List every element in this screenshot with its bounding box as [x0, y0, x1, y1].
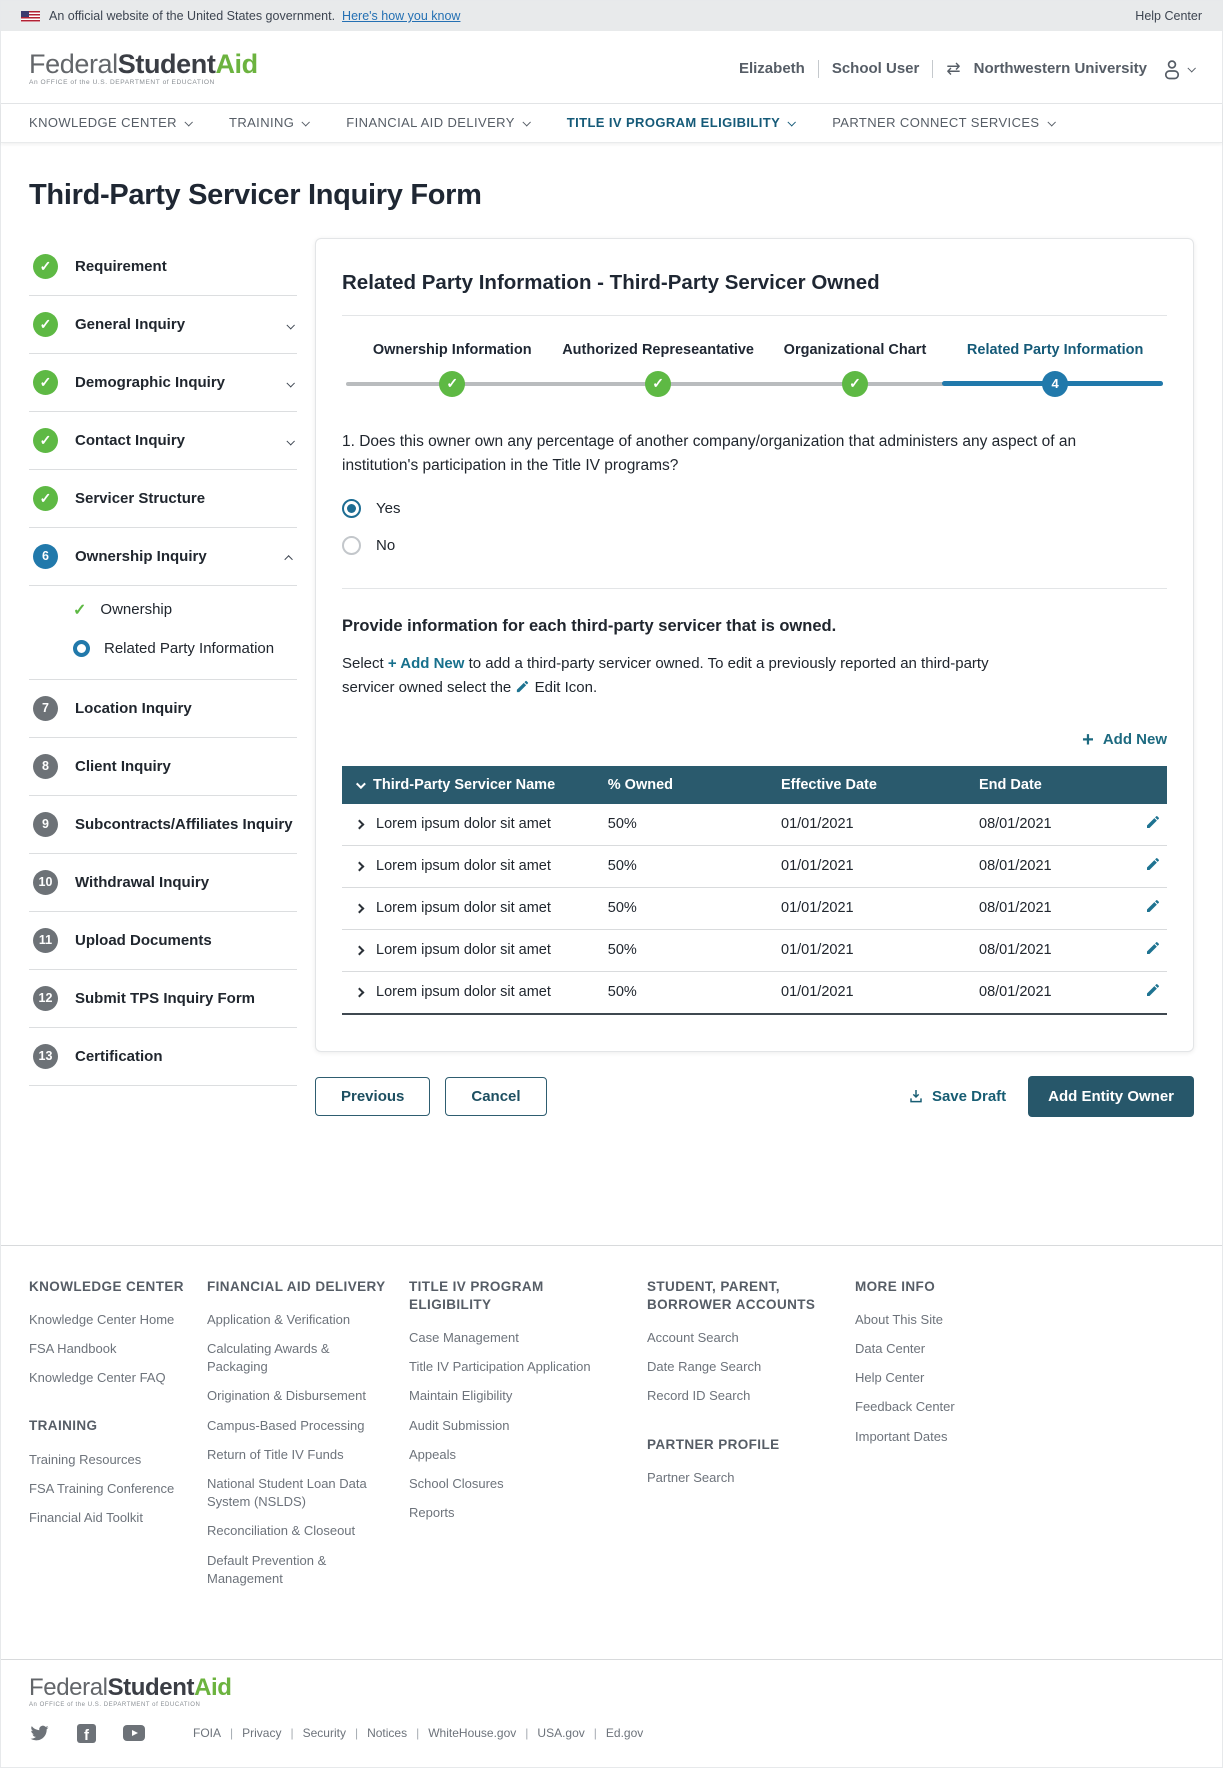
- legal-link-whitehouse[interactable]: WhiteHouse.gov: [428, 1726, 517, 1741]
- sidebar-item-servicer-structure[interactable]: ✓ Servicer Structure: [29, 470, 297, 528]
- footer-link[interactable]: Return of Title IV Funds: [207, 1446, 344, 1462]
- form-step-sidebar: [29, 238, 297, 1086]
- footer-link[interactable]: About This Site: [855, 1311, 943, 1327]
- check-circle-icon: ✓: [33, 428, 58, 453]
- legal-link-edgov[interactable]: Ed.gov: [605, 1726, 644, 1741]
- save-draft-button[interactable]: Save Draft: [908, 1088, 1006, 1105]
- nav-financial-aid-delivery[interactable]: FINANCIAL AID DELIVERY: [346, 115, 528, 130]
- add-new-inline-link[interactable]: + Add New: [387, 654, 465, 672]
- step-label-ownership-information[interactable]: Ownership Information: [372, 341, 532, 358]
- site-header: [1, 31, 1222, 103]
- footer-link[interactable]: Default Prevention & Management: [207, 1552, 327, 1586]
- chevron-down-icon: [286, 437, 294, 445]
- nav-knowledge-center[interactable]: KNOWLEDGE CENTER: [29, 115, 191, 130]
- check-circle-icon: ✓: [33, 254, 58, 279]
- col-header-effective-date[interactable]: Effective Date: [771, 766, 969, 804]
- footer-link[interactable]: Record ID Search: [647, 1388, 751, 1404]
- heres-how-you-know-link[interactable]: Here's how you know: [342, 9, 461, 23]
- footer-heading: MORE INFO: [855, 1278, 936, 1294]
- sidebar-item-client-inquiry[interactable]: 8 Client Inquiry: [29, 738, 297, 796]
- sidebar-item-general-inquiry[interactable]: ✓ General Inquiry: [29, 296, 297, 354]
- footer-link[interactable]: Partner Search: [647, 1469, 735, 1485]
- add-entity-owner-button[interactable]: Add Entity Owner: [1028, 1076, 1194, 1117]
- expand-row-chevron-icon[interactable]: [355, 987, 365, 997]
- chevron-down-icon: [788, 118, 796, 126]
- page-title: Third-Party Servicer Inquiry Form: [29, 178, 482, 211]
- plus-icon: +: [1082, 728, 1094, 751]
- card-title: Related Party Information - Third-Party Servicer Owned: [342, 270, 880, 294]
- footer-col-knowledge-center: [29, 1278, 207, 1599]
- step-number-badge[interactable]: 4: [1042, 371, 1068, 397]
- footer-link[interactable]: Knowledge Center FAQ: [29, 1370, 166, 1386]
- table-row: Lorem ipsum dolor sit amet 50% 01/01/2021 08/01/2021: [342, 804, 1167, 846]
- footer-link[interactable]: Important Dates: [855, 1428, 948, 1444]
- user-role: School User: [831, 60, 920, 78]
- sidebar-item-withdrawal-inquiry[interactable]: 10 Withdrawal Inquiry: [29, 854, 297, 912]
- divider: [342, 315, 1167, 316]
- footer-link[interactable]: Appeals: [409, 1446, 456, 1462]
- footer-heading: KNOWLEDGE CENTER: [29, 1278, 184, 1294]
- table-row: Lorem ipsum dolor sit amet 50% 01/01/2021 08/01/2021: [342, 971, 1167, 1014]
- expand-row-chevron-icon[interactable]: [355, 903, 365, 913]
- nav-training[interactable]: TRAINING: [229, 115, 308, 130]
- nav-partner-connect-services[interactable]: PARTNER CONNECT SERVICES: [832, 115, 1053, 130]
- youtube-icon[interactable]: [123, 1725, 145, 1741]
- divider: [342, 588, 1167, 589]
- legal-link-security[interactable]: Security: [302, 1726, 346, 1741]
- table-row: Lorem ipsum dolor sit amet 50% 01/01/2021 08/01/2021: [342, 887, 1167, 929]
- col-header-percent-owned[interactable]: % Owned: [598, 766, 771, 804]
- edit-row-button[interactable]: [1145, 814, 1161, 830]
- sidebar-item-submit-tps-inquiry-form[interactable]: 12 Submit TPS Inquiry Form: [29, 970, 297, 1028]
- gov-banner: [1, 1, 1222, 31]
- ownership-inquiry-subitems: [29, 586, 297, 680]
- check-icon: ✓: [73, 601, 87, 619]
- us-flag-icon: [21, 11, 40, 22]
- content-area: [1, 238, 1222, 1187]
- expand-row-chevron-icon[interactable]: [355, 945, 365, 955]
- footer-col-more-info: [855, 1278, 1194, 1599]
- edit-pencil-icon: [1145, 814, 1161, 830]
- chevron-down-icon: [522, 118, 530, 126]
- chevron-down-icon: [184, 118, 192, 126]
- col-header-actions: [1118, 766, 1168, 804]
- footer-link[interactable]: Application & Verification: [207, 1311, 351, 1327]
- footer-link[interactable]: Case Management: [409, 1330, 519, 1346]
- legal-link-foia[interactable]: FOIA: [193, 1726, 222, 1741]
- footer-col-title-iv: [409, 1278, 647, 1599]
- facebook-icon[interactable]: [77, 1724, 96, 1743]
- logo-student: Student: [117, 49, 216, 79]
- radio-option-yes[interactable]: Yes: [342, 490, 1167, 527]
- chevron-down-icon: [1047, 118, 1055, 126]
- expand-row-chevron-icon[interactable]: [355, 861, 365, 871]
- nav-title-iv-program-eligibility[interactable]: TITLE IV PROGRAM ELIGIBILITY: [567, 115, 794, 130]
- owned-servicers-table: [342, 766, 1167, 1015]
- footer-link[interactable]: Title IV Participation Application: [409, 1359, 591, 1375]
- footer-col-student-parent-borrower: [647, 1278, 855, 1599]
- sidebar-item-ownership-inquiry[interactable]: 6 Ownership Inquiry: [29, 528, 297, 586]
- footer-link[interactable]: Reports: [409, 1505, 455, 1521]
- step-check-icon[interactable]: ✓: [842, 371, 868, 397]
- edit-pencil-icon: [1145, 898, 1161, 914]
- previous-button[interactable]: Previous: [315, 1077, 430, 1116]
- footer-link[interactable]: Financial Aid Toolkit: [29, 1510, 143, 1525]
- footer-col-financial-aid-delivery: [207, 1278, 409, 1599]
- legal-links: FOIA | Privacy | Security | Notices | WhiteHouse.gov | USA.gov | Ed.gov: [193, 1726, 644, 1741]
- step-number-badge: 12: [33, 986, 58, 1011]
- footer-heading: FINANCIAL AID DELIVERY: [207, 1278, 386, 1294]
- step-number-badge: 7: [33, 696, 58, 721]
- progress-stepper: [346, 340, 1163, 406]
- provide-info-heading: Provide information for each third-party servicer that is owned.: [342, 616, 837, 635]
- sidebar-item-upload-documents[interactable]: 11 Upload Documents: [29, 912, 297, 970]
- sort-chevron-icon[interactable]: [356, 779, 366, 789]
- sidebar-item-requirement[interactable]: ✓ Requirement: [29, 238, 297, 296]
- sidebar-subitem-ownership[interactable]: ✓ Ownership: [73, 601, 173, 619]
- legal-link-privacy[interactable]: Privacy: [242, 1726, 282, 1741]
- active-step-dot-icon: [73, 640, 90, 657]
- table-row: Lorem ipsum dolor sit amet 50% 01/01/2021 08/01/2021: [342, 929, 1167, 971]
- chevron-down-icon: [302, 118, 310, 126]
- social-icons: [29, 1724, 145, 1743]
- step-label-organizational-chart[interactable]: Organizational Chart: [783, 341, 927, 358]
- col-header-end-date[interactable]: End Date: [969, 766, 1118, 804]
- radio-option-no[interactable]: No: [342, 527, 1167, 564]
- check-circle-icon: ✓: [33, 312, 58, 337]
- edit-row-button[interactable]: [1145, 940, 1161, 956]
- step-number-badge: 11: [33, 928, 58, 953]
- user-name: Elizabeth: [738, 60, 805, 78]
- footer-link[interactable]: Calculating Awards & Packaging: [207, 1341, 330, 1375]
- step-number-badge: 13: [33, 1044, 58, 1069]
- cancel-button[interactable]: Cancel: [445, 1077, 546, 1116]
- site-footer: [1, 1245, 1222, 1659]
- expand-row-chevron-icon[interactable]: [355, 819, 365, 829]
- step-number-badge: 8: [33, 754, 58, 779]
- step-number-badge: 10: [33, 870, 58, 895]
- footer-link[interactable]: Date Range Search: [647, 1359, 762, 1375]
- chevron-down-icon: [286, 379, 294, 387]
- divider: [932, 60, 933, 78]
- fsa-logo-footer: FederalStudentAid An OFFICE of the U.S. DEPARTMENT of EDUCATION: [29, 1673, 232, 1708]
- footer-link[interactable]: Reconciliation & Closeout: [207, 1523, 356, 1539]
- switch-org-icon[interactable]: ⇄: [946, 58, 961, 78]
- logo-federal: Federal: [29, 49, 118, 79]
- edit-row-button[interactable]: [1145, 856, 1161, 872]
- step-number-badge: 9: [33, 812, 58, 837]
- step-label-related-party-information[interactable]: Related Party Information: [966, 341, 1144, 358]
- edit-pencil-icon: [1145, 982, 1161, 998]
- chevron-down-icon: [286, 321, 294, 329]
- bottom-bar: [1, 1659, 1222, 1767]
- footer-link[interactable]: School Closures: [409, 1476, 504, 1491]
- table-row: Lorem ipsum dolor sit amet 50% 01/01/2021 08/01/2021: [342, 845, 1167, 887]
- footer-heading: STUDENT, PARENT, BORROWER ACCOUNTS: [647, 1278, 816, 1312]
- legal-link-notices[interactable]: Notices: [367, 1726, 408, 1741]
- related-party-card: [315, 238, 1194, 1052]
- sidebar-item-contact-inquiry[interactable]: ✓ Contact Inquiry: [29, 412, 297, 470]
- chevron-up-icon: [284, 555, 292, 563]
- org-name[interactable]: Northwestern University: [973, 60, 1147, 78]
- footer-heading: PARTNER PROFILE: [647, 1436, 780, 1452]
- official-site-text: An official website of the United States government.: [49, 9, 336, 23]
- fsa-logo[interactable]: [29, 51, 258, 87]
- edit-pencil-icon: [1145, 856, 1161, 872]
- sidebar-item-subcontracts-affiliates-inquiry[interactable]: 9 Subcontracts/Affiliates Inquiry: [29, 796, 297, 854]
- footer-link[interactable]: FSA Handbook: [29, 1341, 117, 1357]
- footer-link[interactable]: Account Search: [647, 1330, 739, 1346]
- twitter-icon[interactable]: [29, 1724, 50, 1742]
- save-icon: [908, 1088, 924, 1104]
- radio-selected-icon[interactable]: [342, 499, 361, 518]
- sidebar-item-location-inquiry[interactable]: 7 Location Inquiry: [29, 680, 297, 738]
- radio-unselected-icon[interactable]: [342, 536, 361, 555]
- edit-row-button[interactable]: [1145, 982, 1161, 998]
- logo-aid: Aid: [215, 49, 258, 79]
- step-number-badge: 6: [33, 544, 58, 569]
- footer-link[interactable]: Origination & Disbursement: [207, 1388, 366, 1404]
- add-new-button[interactable]: + Add New: [1082, 728, 1167, 751]
- footer-link[interactable]: Campus-Based Processing: [207, 1417, 365, 1433]
- account-menu-button[interactable]: [1160, 57, 1194, 81]
- footer-heading: TRAINING: [29, 1418, 98, 1434]
- edit-pencil-icon: [1145, 940, 1161, 956]
- footer-heading: TITLE IV PROGRAM ELIGIBILITY: [409, 1278, 544, 1312]
- col-header-servicer-name[interactable]: Third-Party Servicer Name: [342, 766, 598, 804]
- add-edit-instructions: Select + Add New to add a third-party servicer owned. To edit a previously reported an third-party servicer owned select the Edit Icon.: [342, 654, 989, 696]
- step-label-authorized-representative[interactable]: Authorized Represeantative: [562, 341, 754, 358]
- check-circle-icon: ✓: [33, 370, 58, 395]
- edit-pencil-icon: [515, 679, 530, 694]
- sidebar-item-demographic-inquiry[interactable]: ✓ Demographic Inquiry: [29, 354, 297, 412]
- step-check-icon[interactable]: ✓: [645, 371, 671, 397]
- user-menu: [739, 57, 1194, 81]
- footer-link[interactable]: Feedback Center: [855, 1399, 955, 1415]
- form-actions: [315, 1076, 1194, 1117]
- primary-nav: [1, 103, 1222, 143]
- footer-link[interactable]: Knowledge Center Home: [29, 1311, 175, 1327]
- footer-link[interactable]: Training Resources: [29, 1451, 142, 1467]
- legal-link-usagov[interactable]: USA.gov: [537, 1726, 585, 1741]
- footer-link[interactable]: Data Center: [855, 1341, 926, 1357]
- person-icon: [1160, 57, 1184, 81]
- chevron-down-icon: [1187, 64, 1195, 72]
- sidebar-subitem-related-party-information[interactable]: Related Party Information: [73, 640, 297, 657]
- footer-link[interactable]: Maintain Eligibility: [409, 1388, 513, 1404]
- footer-link[interactable]: National Student Loan Data System (NSLDS): [207, 1475, 367, 1510]
- check-circle-icon: ✓: [33, 486, 58, 511]
- edit-row-button[interactable]: [1145, 898, 1161, 914]
- step-check-icon[interactable]: ✓: [439, 371, 465, 397]
- main-column: [315, 238, 1194, 1117]
- sidebar-item-certification[interactable]: 13 Certification: [29, 1028, 297, 1086]
- footer-link[interactable]: Audit Submission: [409, 1417, 510, 1433]
- footer-link[interactable]: FSA Training Conference: [29, 1480, 175, 1496]
- footer-link[interactable]: Help Center: [855, 1370, 925, 1386]
- logo-tagline: An OFFICE of the U.S. DEPARTMENT of EDUCATION: [29, 79, 215, 86]
- question-1-text: 1. Does this owner own any percentage of another company/organization that administers any aspect of an institution's participation in the Title IV programs?: [342, 432, 1077, 474]
- help-center-link[interactable]: Help Center: [1135, 9, 1202, 23]
- divider: [818, 60, 819, 78]
